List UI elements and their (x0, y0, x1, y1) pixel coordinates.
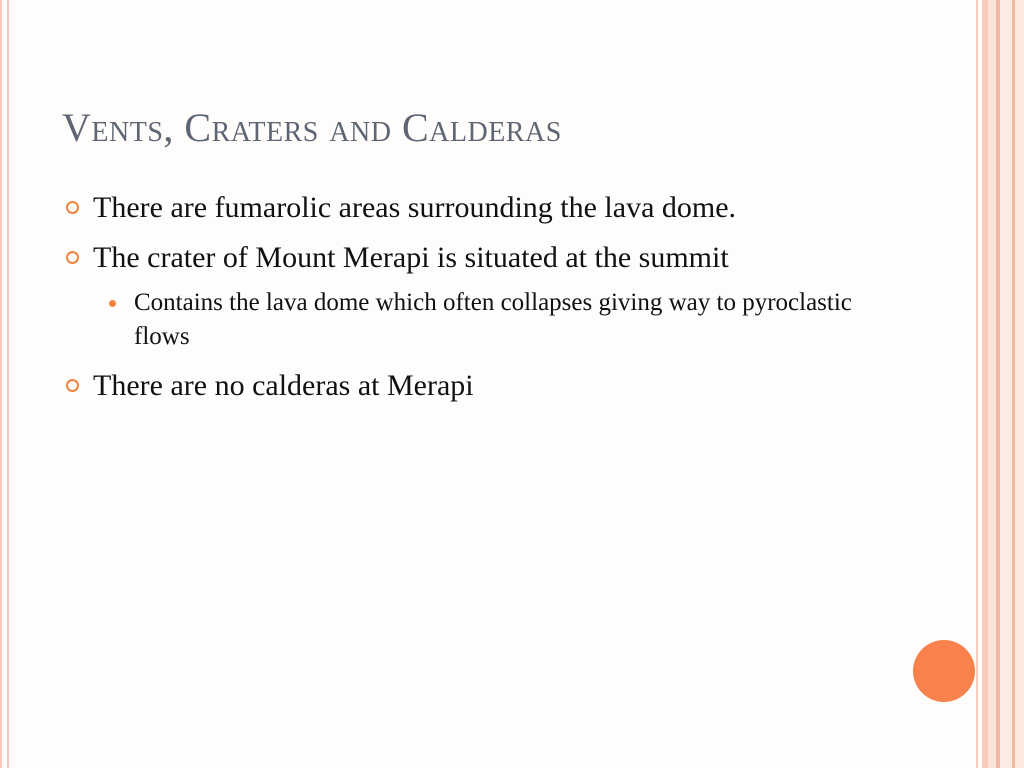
decorative-stripe (988, 0, 996, 768)
sub-bullet-item (62, 286, 862, 354)
bullet-text: There are no calderas at Merapi (93, 369, 474, 402)
bullet-ring-icon (66, 251, 79, 264)
decorative-stripe (1000, 0, 1012, 768)
decorative-circle (913, 640, 975, 702)
bullet-item (62, 366, 862, 406)
left-border-line (0, 0, 2, 768)
left-border-line (7, 0, 9, 768)
bullet-item (62, 188, 862, 228)
decorative-stripe (1015, 0, 1024, 768)
bullet-ring-icon (66, 379, 79, 392)
bullet-item (62, 238, 862, 278)
sub-bullet-text: Contains the lava dome which often collapses giving way to pyroclastic flows (134, 289, 852, 350)
decorative-stripe (976, 0, 978, 768)
slide-title: Vents, Craters and Calderas (62, 105, 562, 150)
bullet-ring-icon (66, 201, 79, 214)
bullet-list (62, 188, 862, 416)
bullet-text: There are fumarolic areas surrounding the lava dome. (93, 191, 737, 224)
bullet-dot-icon (109, 300, 116, 307)
bullet-text: The crater of Mount Merapi is situated at the summit (93, 241, 729, 274)
